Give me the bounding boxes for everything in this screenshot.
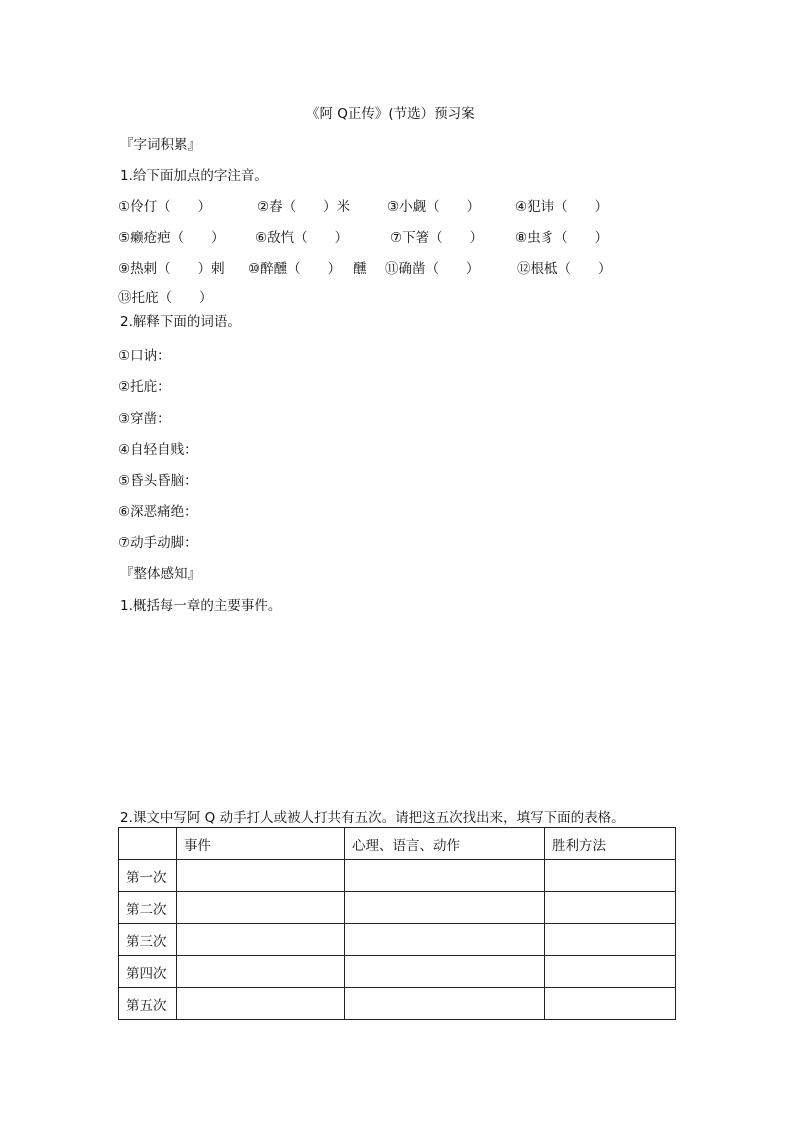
explain-item: ⑤昏头昏脑：: [118, 473, 198, 489]
explain-item: ⑦动手动脚：: [118, 535, 198, 551]
table-cell[interactable]: [177, 892, 345, 924]
explain-item: ③穿凿：: [118, 411, 171, 427]
events-table: [118, 827, 676, 1020]
table-cell[interactable]: [545, 956, 676, 988]
row-label: 第四次: [119, 956, 177, 988]
pinyin-item: ②舂（ ）米: [257, 199, 351, 215]
table-cell[interactable]: [345, 956, 545, 988]
question-table-label: 2.课文中写阿 Q 动手打人或被人打共有五次。请把这五次找出来，填写下面的表格。: [120, 810, 625, 826]
question-explain-label: 2.解释下面的词语。: [120, 314, 241, 330]
pinyin-item: 醺: [353, 261, 367, 277]
table-header-cell: 事件: [177, 828, 345, 860]
explain-item: ②托庇：: [118, 379, 171, 395]
table-cell[interactable]: [345, 892, 545, 924]
table-header-cell: 心理、语言、动作: [345, 828, 545, 860]
pinyin-item: ⑧虫豸（ ）: [515, 230, 609, 246]
pinyin-item: ①伶仃（ ）: [118, 199, 212, 215]
pinyin-item: ③小觑（ ）: [387, 199, 481, 215]
row-label: 第二次: [119, 892, 177, 924]
row-label: 第一次: [119, 860, 177, 892]
pinyin-item: ⑨热剌（ ）剌: [118, 261, 225, 277]
table-cell[interactable]: [345, 924, 545, 956]
question-pinyin-label: 1.给下面加点的字注音。: [120, 168, 268, 184]
section-heading-vocabulary: 『字词积累』: [120, 137, 201, 153]
explain-item: ①口讷：: [118, 348, 171, 364]
table-cell[interactable]: [177, 924, 345, 956]
table-row: [119, 924, 676, 956]
explain-item: ⑥深恶痛绝：: [118, 504, 198, 520]
table-row: [119, 988, 676, 1020]
table-cell[interactable]: [177, 860, 345, 892]
pinyin-item: ⑪确凿（ ）: [385, 261, 480, 277]
page-title: 《阿 Q正传》(节选）预习案: [306, 106, 475, 122]
pinyin-item: ⑦下箸（ ）: [390, 230, 484, 246]
pinyin-item: ⑫根柢（ ）: [517, 261, 612, 277]
table-cell[interactable]: [545, 924, 676, 956]
table-row: [119, 956, 676, 988]
table-cell[interactable]: [545, 892, 676, 924]
pinyin-item: ④犯讳（ ）: [515, 199, 609, 215]
pinyin-item: ⑩醉醺（ ）: [248, 261, 342, 277]
section-heading-overview: 『整体感知』: [120, 566, 201, 582]
table-header-cell: 胜利方法: [545, 828, 676, 860]
table-row: [119, 892, 676, 924]
table-header-row: [119, 828, 676, 860]
table-row: [119, 860, 676, 892]
explain-item: ④自轻自贱：: [118, 442, 198, 458]
question-summary-label: 1.概括每一章的主要事件。: [120, 598, 282, 614]
pinyin-item: ⑥敌忾（ ）: [255, 230, 349, 246]
pinyin-item: ⑬托庇（ ）: [118, 290, 213, 306]
pinyin-item: ⑤癞疮疤（ ）: [118, 230, 225, 246]
row-label: 第三次: [119, 924, 177, 956]
table-cell[interactable]: [177, 956, 345, 988]
row-label: 第五次: [119, 988, 177, 1020]
table-cell[interactable]: [545, 860, 676, 892]
table-header-cell: [119, 828, 177, 860]
table-cell[interactable]: [345, 988, 545, 1020]
table-cell[interactable]: [177, 988, 345, 1020]
table-cell[interactable]: [545, 988, 676, 1020]
table-cell[interactable]: [345, 860, 545, 892]
